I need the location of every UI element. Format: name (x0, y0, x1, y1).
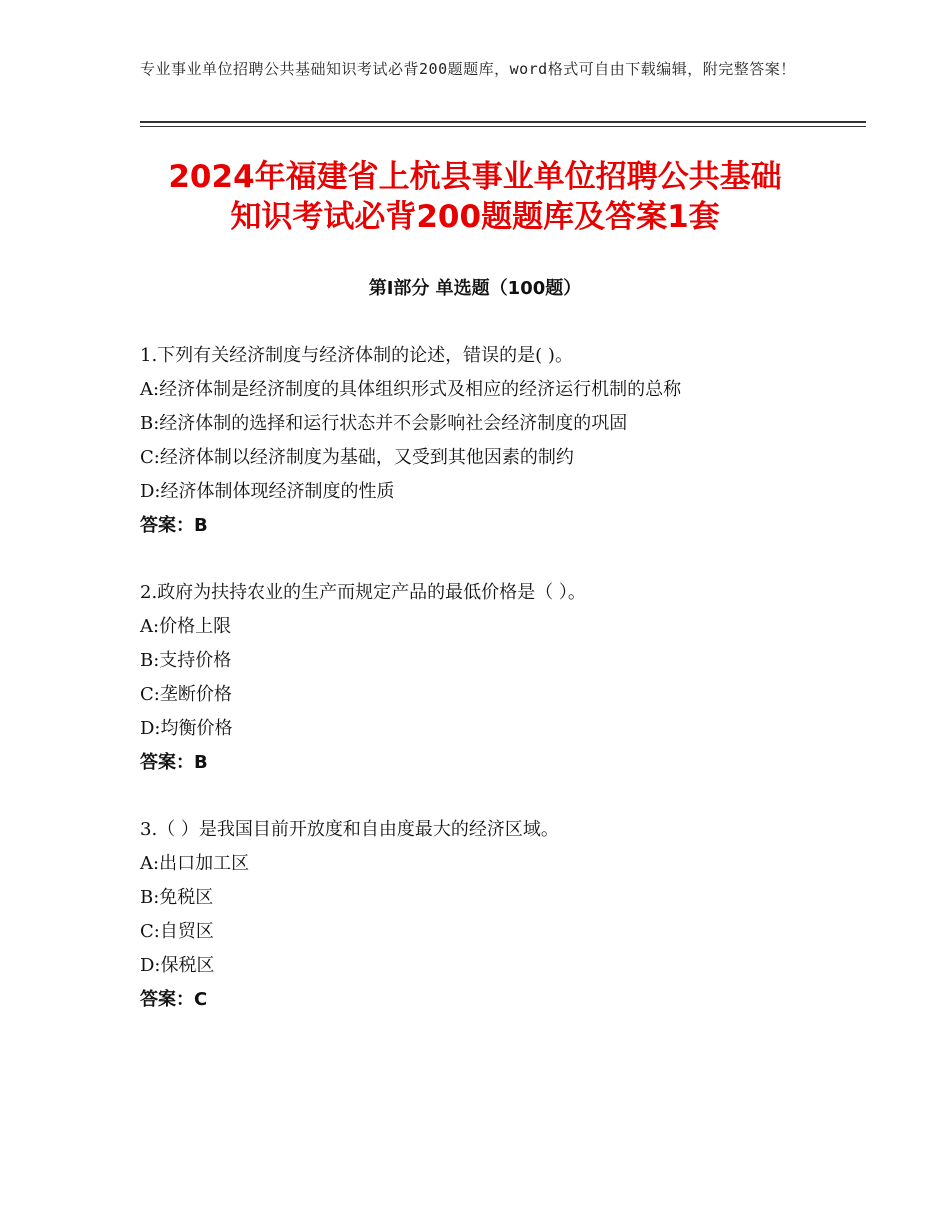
option-key: D: (140, 955, 161, 976)
option-text: 支持价格 (159, 650, 232, 671)
question-list (140, 339, 840, 1050)
option-key: A: (140, 379, 160, 400)
question-stem: 1.下列有关经济制度与经济体制的论述，错误的是( )。 (140, 345, 573, 366)
option-text: 经济体制以经济制度为基础，又受到其他因素的制约 (159, 447, 574, 468)
option-b (140, 407, 840, 441)
option-b (140, 644, 840, 678)
option-c (140, 441, 840, 475)
option-text: 出口加工区 (159, 853, 250, 874)
option-key: B: (140, 650, 160, 671)
question-stem: 3.（ ）是我国目前开放度和自由度最大的经济区域。 (140, 819, 559, 840)
option-key: B: (140, 413, 160, 434)
header-divider-thick (140, 121, 866, 123)
option-a (140, 610, 840, 644)
question-3 (140, 813, 840, 1017)
title-line-1: 2024年福建省上杭县事业单位招聘公共基础 (168, 159, 782, 195)
title-line-2: 知识考试必背200题题库及答案1套 (230, 199, 720, 235)
option-key: C: (140, 684, 160, 705)
header-divider-thin (140, 126, 866, 127)
option-key: D: (140, 481, 161, 502)
option-a (140, 373, 840, 407)
option-c (140, 915, 840, 949)
header-note: 专业事业单位招聘公共基础知识考试必背200题题库，word格式可自由下载编辑，附完整答案！ (140, 60, 796, 78)
option-key: D: (140, 718, 161, 739)
option-text: 免税区 (159, 887, 214, 908)
question-2 (140, 576, 840, 780)
option-d (140, 712, 840, 746)
question-stem: 2.政府为扶持农业的生产而规定产品的最低价格是（ ）。 (140, 582, 586, 603)
section-heading: 第I部分 单选题（100题） (368, 278, 582, 299)
option-text: 价格上限 (159, 616, 232, 637)
option-text: 保税区 (160, 955, 215, 976)
option-text: 经济体制的选择和运行状态并不会影响社会经济制度的巩固 (159, 413, 628, 434)
option-key: B: (140, 887, 160, 908)
option-key: C: (140, 921, 160, 942)
option-text: 经济体制体现经济制度的性质 (160, 481, 395, 502)
option-key: C: (140, 447, 160, 468)
document-title (100, 157, 850, 237)
option-c (140, 678, 840, 712)
option-text: 垄断价格 (159, 684, 232, 705)
option-key: A: (140, 853, 160, 874)
answer-line: 答案：C (140, 989, 208, 1010)
option-d (140, 475, 840, 509)
option-a (140, 847, 840, 881)
answer-line: 答案：B (140, 752, 208, 773)
option-text: 均衡价格 (160, 718, 233, 739)
option-b (140, 881, 840, 915)
option-key: A: (140, 616, 160, 637)
answer-line: 答案：B (140, 515, 208, 536)
option-text: 自贸区 (159, 921, 214, 942)
option-d (140, 949, 840, 983)
option-text: 经济体制是经济制度的具体组织形式及相应的经济运行机制的总称 (159, 379, 682, 400)
question-1 (140, 339, 840, 543)
